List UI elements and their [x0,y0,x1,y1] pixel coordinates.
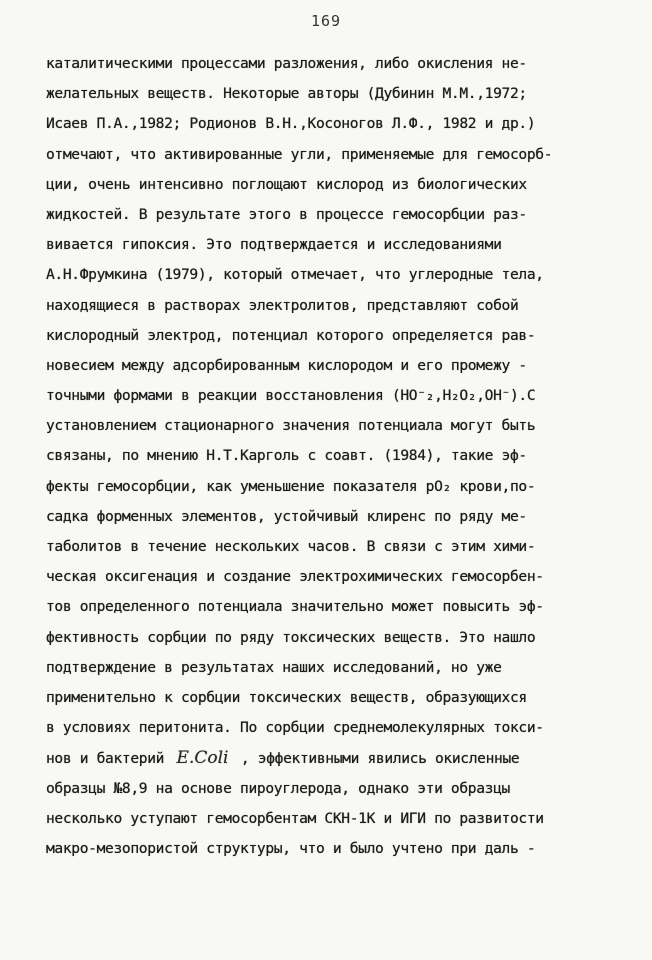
handwritten-insert: E.Coli [176,748,229,769]
text-line: новесием между адсорбированным кислородом и его промежу - [46,356,527,374]
text-line: подтверждение в результатах наших исследований, но уже [46,658,502,676]
text-line: каталитическими процессами разложения, либо окисления не- [46,55,527,72]
text-line: таболитов в течение нескольких часов. В связи с этим хими- [46,538,536,555]
text-line: кислородный электрод, потенциал которого определяется рав- [46,326,536,344]
text-line-with-handwriting [46,743,626,773]
text-line: садка форменных элементов, устойчивый клиренс по ряду ме- [46,507,527,525]
page-number: 169 [310,12,342,30]
text-line: находящиеся в растворах электролитов, представляют собой [46,296,519,314]
text-line: А.Н.Фрумкина (1979), который отмечает, что углеродные тела, [46,266,544,284]
text-line: связаны, по мнению Н.Т.Карголь с соавт. (1984), такие эф- [46,447,527,465]
text-line: несколько уступают гемосорбентам СКН-1К и ИГИ по развитости [46,809,544,827]
text-line: тов определенного потенциала значительно может повысить эф- [46,598,544,616]
body-text [46,49,626,864]
text-line: желательных веществ. Некоторые авторы (Дубинин М.М.,1972; [46,85,527,103]
text-line: Исаев П.А.,1982; Родионов В.Н.,Косоногов Л.Ф., 1982 и др.) [46,115,536,133]
text-line: образцы №8,9 на основе пироуглерода, однако эти образцы [46,779,510,797]
text-line: отмечают, что активированные угли, применяемые для гемосорб- [46,145,553,163]
text-fragment: нов и бактерий [46,750,173,768]
text-line: точными формами в реакции восстановления (НО⁻₂,Н₂О₂,ОН⁻).С [46,387,536,405]
text-line: ческая оксигенация и создание электрохимических гемосорбен- [46,568,544,586]
text-line: жидкостей. В результате этого в процессе гемосорбции раз- [46,205,527,223]
text-line: применительно к сорбции токсических веществ, образующихся [46,688,527,706]
text-line: установлением стационарного значения потенциала могут быть [46,417,536,435]
text-line: фекты гемосорбции, как уменьшение показателя pO₂ крови,по- [46,477,536,495]
text-fragment: , эффективными явились окисленные [232,750,520,768]
text-line: вивается гипоксия. Это подтверждается и исследованиями [46,236,502,254]
text-line: в условиях перитонита. По сорбции среднемолекулярных токси- [46,719,544,737]
text-line: фективность сорбции по ряду токсических веществ. Это нашло [46,628,536,646]
text-line: ции, очень интенсивно поглощают кислород из биологических [46,175,527,193]
text-line: макро-мезопористой структуры, что и было учтено при даль - [46,839,536,857]
